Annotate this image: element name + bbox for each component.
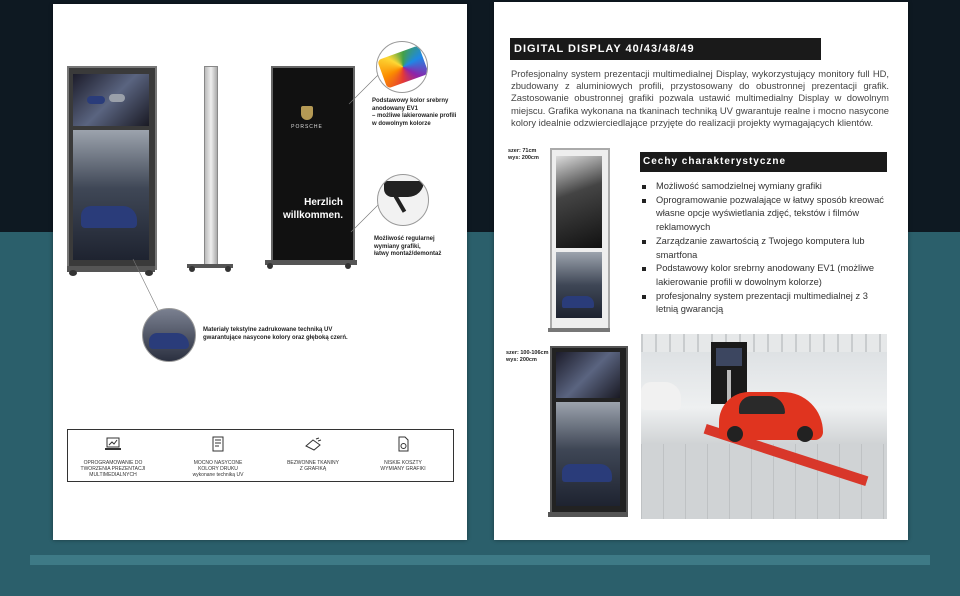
features-list <box>640 180 886 317</box>
document-cost-icon <box>394 436 412 452</box>
footer-label-fabric-1: BEZWONNE TKANINY <box>287 460 339 466</box>
display-large-illustration <box>550 346 628 524</box>
footer-label-software-2: TWORZENIA PREZENTACJI <box>80 466 146 472</box>
background-band <box>30 555 930 565</box>
color-note-line-2: anodowany EV1 <box>372 105 419 112</box>
mount-note-line-1: Możliwość regularnej <box>374 236 435 242</box>
mount-note-line-3: łatwy montaż/demontaż <box>374 251 442 257</box>
print-pattern-icon <box>209 436 227 452</box>
left-page <box>53 4 467 540</box>
showroom-photo <box>641 334 887 519</box>
right-page <box>494 2 908 540</box>
footer-item-fabric <box>268 436 358 472</box>
footer-label-colors-2: KOLORY DRUKU <box>198 466 238 472</box>
feature-item: Podstawowy kolor srebrny anodowany EV1 (możliwe lakierowanie profili w dowolnym kolorze) <box>640 262 886 289</box>
feature-icons-box <box>67 429 454 482</box>
dim-small-width: szer: 71cm <box>508 148 537 154</box>
footer-label-colors-3: wykonane techniką UV <box>192 472 244 478</box>
color-note-line-4: w dowolnym kolorze <box>372 120 431 127</box>
laptop-chart-icon <box>104 436 122 452</box>
dim-large-height: wys: 200cm <box>506 357 537 363</box>
feature-item: Możliwość samodzielnej wymiany grafiki <box>640 180 886 194</box>
footer-label-colors-1: MOCNO NASYCONE <box>193 460 243 466</box>
footer-label-fabric-2: Z GRAFIKĄ <box>299 466 327 472</box>
dim-large-width: szer: 100-106cm <box>506 350 549 356</box>
color-note-line-1: Podstawowy kolor srebrny <box>372 98 449 104</box>
banner-line-2: willkommen. <box>282 210 343 221</box>
footer-label-software-1: OPROGRAMOWANIE DO <box>83 460 143 466</box>
footer-item-colors <box>173 436 263 478</box>
fabric-detail-circle <box>377 174 429 226</box>
footer-item-cost <box>358 436 448 472</box>
print-detail-circle <box>142 308 196 362</box>
footer-label-cost-2: WYMIANY GRAFIKI <box>380 466 426 472</box>
banner-line-1: Herzlich <box>304 197 343 208</box>
feature-item: profesjonalny system prezentacji multimedialnej z 3 letnią gwarancją <box>640 290 886 317</box>
mount-note-line-2: wymiany grafiki, <box>374 243 421 250</box>
footer-label-software-3: MULTIMEDIALNYCH <box>89 472 137 478</box>
display-small-illustration <box>550 148 612 336</box>
feature-item: Zarządzanie zawartością z Twojego komputera lub smartfona <box>640 235 886 262</box>
color-note-line-3: – możliwe lakierowanie profili <box>372 113 457 119</box>
features-title: Cechy charakterystyczne <box>640 152 887 172</box>
brand-logo: PORSCHE <box>291 124 323 130</box>
footer-item-software <box>68 436 158 478</box>
feature-item: Oprogramowanie pozwalające w łatwy sposób kreować własne opcje wyświetlania zdjęć, tekstów i filmów reklamowych <box>640 194 886 235</box>
page-title: DIGITAL DISPLAY 40/43/48/49 <box>510 38 821 60</box>
footer-label-cost-1: NISKIE KOSZTY <box>384 460 422 466</box>
material-note-line-1: Materiały tekstylne zadrukowane techniką UV <box>203 327 333 333</box>
intro-paragraph: Profesjonalny system prezentacji multimedialnej Display, wykorzystujący monitory full HD, zbudowany z aluminiowych profili, przystosowany do obustronnej prezentacji grafik. Zastosowanie obustronnej grafiki pozwala ustawić multimedialny Display w dowolnym miejscu. Grafika wykonana na tkaninach techniką UV gwarantuje realne i mocno nasycone kolory idealnie odzwierciedlające przyjęte do realizacji projekty wymagających klientów. <box>511 68 889 128</box>
color-swatch-circle <box>376 41 428 93</box>
fabric-icon <box>304 436 322 452</box>
material-note-line-2: gwarantujące nasycone kolory oraz głęboką czerń. <box>203 334 348 341</box>
dim-small-height: wys: 200cm <box>508 155 539 161</box>
